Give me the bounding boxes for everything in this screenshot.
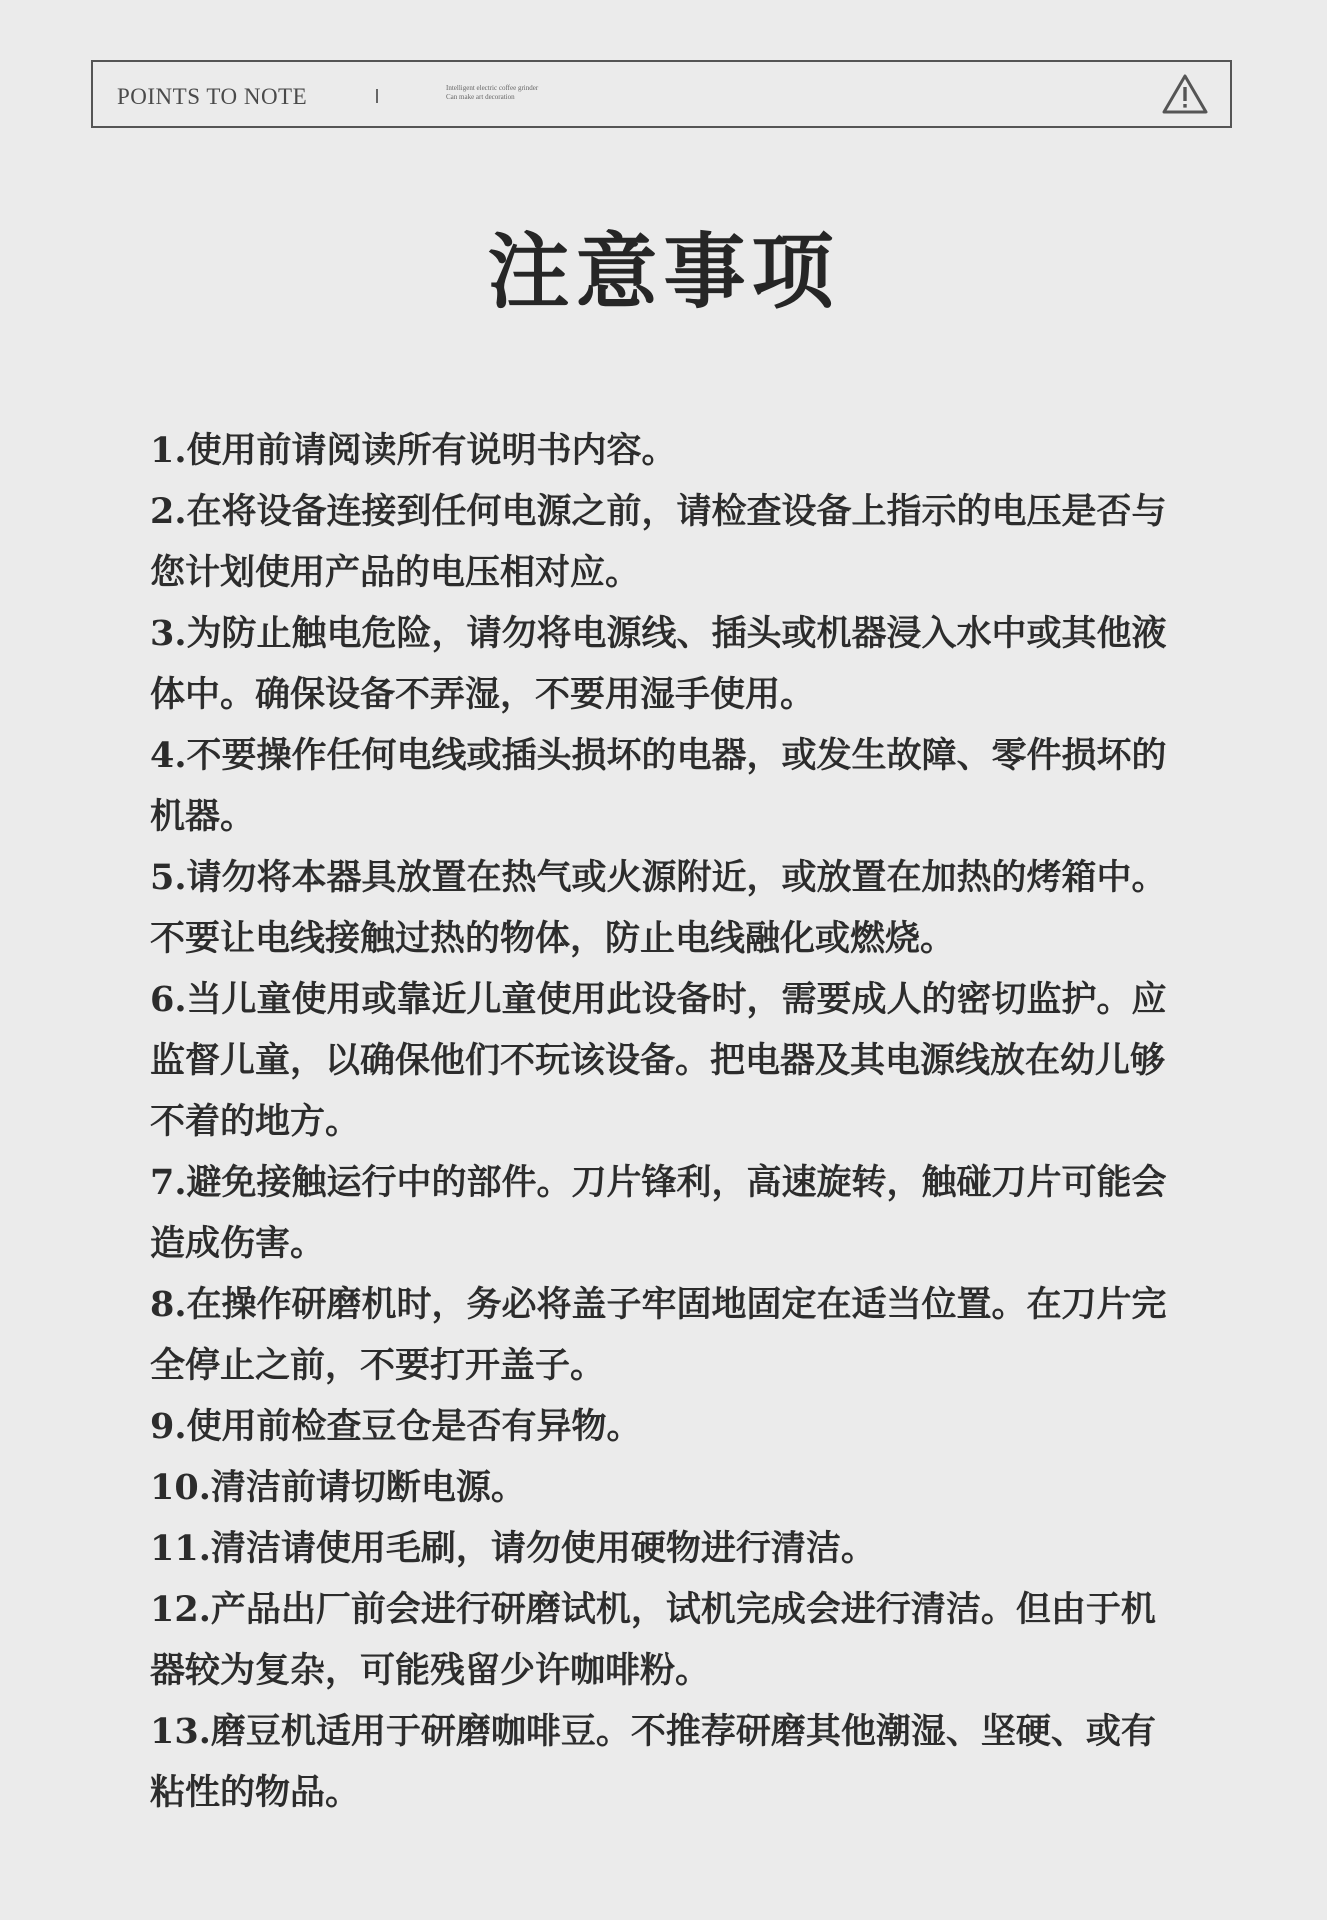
notes-list xyxy=(150,420,1180,1823)
note-item-1: 1.使用前请阅读所有说明书内容。 xyxy=(150,430,677,471)
header-label: POINTS TO NOTE xyxy=(117,84,308,109)
note-item-6: 6.当儿童使用或靠近儿童使用此设备时，需要成人的密切监护。应监督儿童，以确保他们不玩该设备。把电器及其电源线放在幼儿够不着的地方。 xyxy=(150,979,1167,1142)
note-item-9: 9.使用前检查豆仓是否有异物。 xyxy=(150,1406,642,1447)
warning-triangle-icon xyxy=(1160,72,1210,116)
header-tagline-line2: Can make art decoration xyxy=(446,93,515,101)
header-box xyxy=(91,60,1232,128)
note-item-5: 5.请勿将本器具放置在热气或火源附近，或放置在加热的烤箱中。不要让电线接触过热的物体，防止电线融化或燃烧。 xyxy=(150,857,1167,959)
page-title: 注意事项 xyxy=(487,224,840,320)
note-item-11: 11.清洁请使用毛刷，请勿使用硬物进行清洁。 xyxy=(150,1528,876,1569)
header-divider xyxy=(376,89,378,103)
note-item-10: 10.清洁前请切断电源。 xyxy=(150,1467,526,1508)
note-item-4: 4.不要操作任何电线或插头损坏的电器，或发生故障、零件损坏的机器。 xyxy=(150,735,1167,837)
note-item-13: 13.磨豆机适用于研磨咖啡豆。不推荐研磨其他潮湿、坚硬、或有粘性的物品。 xyxy=(150,1711,1156,1813)
header-tagline xyxy=(446,84,538,102)
note-item-12: 12.产品出厂前会进行研磨试机，试机完成会进行清洁。但由于机器较为复杂，可能残留少许咖啡粉。 xyxy=(150,1589,1156,1691)
header-tagline-line1: Intelligent electric coffee grinder xyxy=(446,84,539,92)
note-item-7: 7.避免接触运行中的部件。刀片锋利，高速旋转，触碰刀片可能会造成伤害。 xyxy=(150,1162,1167,1264)
note-item-2: 2.在将设备连接到任何电源之前，请检查设备上指示的电压是否与您计划使用产品的电压相对应。 xyxy=(150,491,1167,593)
note-item-8: 8.在操作研磨机时，务必将盖子牢固地固定在适当位置。在刀片完全停止之前，不要打开盖子。 xyxy=(150,1284,1167,1386)
note-item-3: 3.为防止触电危险，请勿将电源线、插头或机器浸入水中或其他液体中。确保设备不弄湿，不要用湿手使用。 xyxy=(150,613,1167,715)
